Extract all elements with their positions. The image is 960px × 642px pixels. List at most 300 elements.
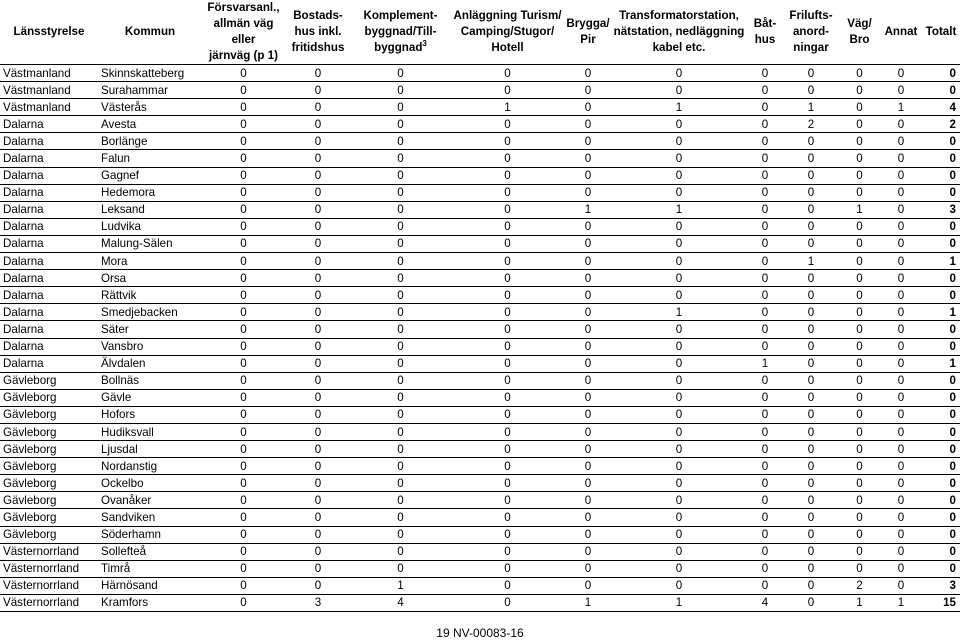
cell-forsvar: 0 [202, 150, 285, 167]
cell-forsvar: 0 [202, 201, 285, 218]
cell-frilufts: 0 [783, 389, 839, 406]
cell-transformator: 0 [611, 543, 747, 560]
cell-totalt: 0 [922, 475, 960, 492]
cell-kommun: Timrå [98, 560, 202, 577]
cell-forsvar: 0 [202, 406, 285, 423]
cell-bostad: 0 [285, 65, 351, 82]
table-row [0, 492, 960, 509]
cell-vag: 0 [839, 133, 880, 150]
cell-lan: Västernorrland [0, 543, 98, 560]
cell-vag: 1 [839, 201, 880, 218]
cell-annat: 0 [880, 475, 922, 492]
cell-komplement: 0 [351, 150, 450, 167]
cell-forsvar: 0 [202, 389, 285, 406]
cell-bathus: 0 [747, 167, 783, 184]
cell-transformator: 0 [611, 492, 747, 509]
cell-lan: Dalarna [0, 235, 98, 252]
cell-bostad: 0 [285, 355, 351, 372]
cell-lan: Dalarna [0, 167, 98, 184]
table-row [0, 150, 960, 167]
cell-bostad: 0 [285, 218, 351, 235]
cell-bostad: 0 [285, 184, 351, 201]
cell-brygga: 0 [565, 116, 611, 133]
cell-komplement: 0 [351, 492, 450, 509]
cell-kommun: Leksand [98, 201, 202, 218]
cell-annat: 0 [880, 321, 922, 338]
cell-bostad: 0 [285, 560, 351, 577]
cell-transformator: 1 [611, 594, 747, 611]
cell-forsvar: 0 [202, 577, 285, 594]
cell-bostad: 0 [285, 201, 351, 218]
cell-brygga: 0 [565, 526, 611, 543]
cell-forsvar: 0 [202, 287, 285, 304]
cell-bathus: 0 [747, 82, 783, 99]
cell-komplement: 0 [351, 355, 450, 372]
cell-bostad: 0 [285, 543, 351, 560]
cell-bostad: 0 [285, 235, 351, 252]
cell-turism: 0 [450, 543, 565, 560]
cell-frilufts: 0 [783, 509, 839, 526]
cell-frilufts: 0 [783, 304, 839, 321]
cell-brygga: 0 [565, 65, 611, 82]
cell-totalt: 0 [922, 167, 960, 184]
column-header-line: hus [754, 33, 776, 46]
cell-bathus: 0 [747, 509, 783, 526]
cell-annat: 0 [880, 560, 922, 577]
column-header-kommun [98, 0, 202, 65]
table-row [0, 253, 960, 270]
cell-bostad: 0 [285, 458, 351, 475]
cell-kommun: Ovanåker [98, 492, 202, 509]
cell-komplement: 0 [351, 304, 450, 321]
cell-frilufts: 0 [783, 201, 839, 218]
cell-komplement: 0 [351, 201, 450, 218]
cell-bathus: 4 [747, 594, 783, 611]
cell-kommun: Hudiksvall [98, 423, 202, 440]
cell-turism: 0 [450, 560, 565, 577]
cell-frilufts: 0 [783, 560, 839, 577]
column-header-line: ningar [793, 41, 829, 54]
column-header-line: Transformatorstation, [619, 9, 739, 22]
cell-annat: 0 [880, 65, 922, 82]
cell-turism: 0 [450, 133, 565, 150]
cell-vag: 0 [839, 423, 880, 440]
cell-forsvar: 0 [202, 372, 285, 389]
cell-totalt: 0 [922, 65, 960, 82]
cell-bostad: 0 [285, 441, 351, 458]
cell-bostad: 0 [285, 475, 351, 492]
cell-turism: 0 [450, 218, 565, 235]
column-header-bathus [747, 0, 783, 65]
cell-transformator: 0 [611, 526, 747, 543]
cell-frilufts: 0 [783, 355, 839, 372]
cell-turism: 0 [450, 65, 565, 82]
column-header-line: Väg/ [847, 17, 872, 30]
cell-brygga: 0 [565, 287, 611, 304]
cell-transformator: 0 [611, 287, 747, 304]
cell-turism: 0 [450, 304, 565, 321]
cell-brygga: 0 [565, 82, 611, 99]
cell-annat: 0 [880, 184, 922, 201]
cell-turism: 1 [450, 99, 565, 116]
cell-bathus: 0 [747, 338, 783, 355]
column-header-totalt [922, 0, 960, 65]
cell-totalt: 0 [922, 406, 960, 423]
cell-bathus: 0 [747, 458, 783, 475]
cell-bathus: 0 [747, 543, 783, 560]
cell-komplement: 1 [351, 577, 450, 594]
cell-forsvar: 0 [202, 526, 285, 543]
cell-transformator: 0 [611, 406, 747, 423]
table-row [0, 441, 960, 458]
cell-bathus: 0 [747, 560, 783, 577]
cell-totalt: 0 [922, 423, 960, 440]
cell-komplement: 0 [351, 133, 450, 150]
cell-bostad: 3 [285, 594, 351, 611]
cell-turism: 0 [450, 287, 565, 304]
cell-kommun: Älvdalen [98, 355, 202, 372]
cell-turism: 0 [450, 235, 565, 252]
cell-annat: 0 [880, 355, 922, 372]
cell-kommun: Härnösand [98, 577, 202, 594]
cell-frilufts: 0 [783, 406, 839, 423]
cell-brygga: 0 [565, 304, 611, 321]
cell-kommun: Malung-Sälen [98, 235, 202, 252]
table-row [0, 184, 960, 201]
cell-transformator: 0 [611, 65, 747, 82]
cell-lan: Västernorrland [0, 560, 98, 577]
cell-kommun: Hofors [98, 406, 202, 423]
cell-turism: 0 [450, 82, 565, 99]
cell-vag: 0 [839, 82, 880, 99]
cell-bathus: 0 [747, 133, 783, 150]
cell-turism: 0 [450, 577, 565, 594]
cell-bathus: 0 [747, 99, 783, 116]
cell-frilufts: 0 [783, 133, 839, 150]
cell-bostad: 0 [285, 389, 351, 406]
cell-totalt: 0 [922, 526, 960, 543]
cell-lan: Gävleborg [0, 526, 98, 543]
cell-kommun: Ockelbo [98, 475, 202, 492]
column-header-line: Försvarsanl., [207, 1, 280, 14]
column-header-line: Annat [884, 25, 918, 38]
cell-turism: 0 [450, 355, 565, 372]
cell-vag: 0 [839, 184, 880, 201]
cell-brygga: 0 [565, 355, 611, 372]
cell-annat: 0 [880, 116, 922, 133]
cell-bostad: 0 [285, 406, 351, 423]
table-row [0, 99, 960, 116]
cell-totalt: 0 [922, 235, 960, 252]
cell-turism: 0 [450, 423, 565, 440]
table-row [0, 65, 960, 82]
cell-transformator: 0 [611, 458, 747, 475]
cell-bostad: 0 [285, 526, 351, 543]
cell-turism: 0 [450, 116, 565, 133]
cell-kommun: Rättvik [98, 287, 202, 304]
table-row [0, 389, 960, 406]
cell-turism: 0 [450, 338, 565, 355]
footnote-marker: 3 [422, 39, 427, 49]
cell-turism: 0 [450, 389, 565, 406]
cell-annat: 1 [880, 594, 922, 611]
cell-komplement: 0 [351, 116, 450, 133]
cell-vag: 0 [839, 304, 880, 321]
column-header-line: byggnad/Till- [364, 25, 437, 38]
cell-bathus: 0 [747, 270, 783, 287]
cell-kommun: Gävle [98, 389, 202, 406]
cell-komplement: 0 [351, 65, 450, 82]
cell-turism: 0 [450, 201, 565, 218]
cell-kommun: Ljusdal [98, 441, 202, 458]
column-header-frilufts [783, 0, 839, 65]
cell-bathus: 0 [747, 116, 783, 133]
cell-brygga: 0 [565, 218, 611, 235]
cell-bathus: 0 [747, 492, 783, 509]
cell-kommun: Skinnskatteberg [98, 65, 202, 82]
cell-bathus: 0 [747, 423, 783, 440]
cell-komplement: 0 [351, 560, 450, 577]
cell-vag: 0 [839, 338, 880, 355]
cell-frilufts: 0 [783, 475, 839, 492]
column-header-komplement [351, 0, 450, 65]
cell-kommun: Surahammar [98, 82, 202, 99]
cell-lan: Dalarna [0, 133, 98, 150]
cell-transformator: 0 [611, 389, 747, 406]
cell-kommun: Ludvika [98, 218, 202, 235]
cell-bostad: 0 [285, 509, 351, 526]
cell-totalt: 15 [922, 594, 960, 611]
column-header-bostad [285, 0, 351, 65]
cell-forsvar: 0 [202, 99, 285, 116]
cell-totalt: 0 [922, 560, 960, 577]
table-row [0, 423, 960, 440]
cell-frilufts: 0 [783, 82, 839, 99]
cell-brygga: 0 [565, 372, 611, 389]
cell-vag: 0 [839, 253, 880, 270]
table-row [0, 235, 960, 252]
cell-totalt: 0 [922, 509, 960, 526]
cell-annat: 0 [880, 82, 922, 99]
column-header-turism [450, 0, 565, 65]
cell-lan: Dalarna [0, 355, 98, 372]
cell-lan: Västernorrland [0, 594, 98, 611]
cell-totalt: 1 [922, 304, 960, 321]
cell-frilufts: 0 [783, 270, 839, 287]
cell-bostad: 0 [285, 338, 351, 355]
cell-vag: 0 [839, 218, 880, 235]
cell-frilufts: 0 [783, 338, 839, 355]
cell-frilufts: 2 [783, 116, 839, 133]
cell-komplement: 0 [351, 526, 450, 543]
column-header-line: anord- [792, 25, 830, 38]
cell-brygga: 0 [565, 458, 611, 475]
cell-lan: Dalarna [0, 184, 98, 201]
cell-forsvar: 0 [202, 594, 285, 611]
cell-bostad: 0 [285, 270, 351, 287]
header-row [0, 0, 960, 65]
cell-transformator: 0 [611, 509, 747, 526]
cell-lan: Västernorrland [0, 577, 98, 594]
cell-brygga: 0 [565, 184, 611, 201]
cell-vag: 0 [839, 475, 880, 492]
table-row [0, 509, 960, 526]
column-header-line: byggnad [374, 41, 423, 54]
cell-transformator: 0 [611, 475, 747, 492]
cell-frilufts: 0 [783, 577, 839, 594]
cell-frilufts: 0 [783, 441, 839, 458]
column-header-forsvar [202, 0, 285, 65]
cell-forsvar: 0 [202, 133, 285, 150]
cell-frilufts: 0 [783, 184, 839, 201]
cell-kommun: Sandviken [98, 509, 202, 526]
cell-frilufts: 0 [783, 492, 839, 509]
cell-bostad: 0 [285, 133, 351, 150]
table-row [0, 304, 960, 321]
cell-lan: Västmanland [0, 65, 98, 82]
cell-turism: 0 [450, 372, 565, 389]
cell-bathus: 0 [747, 65, 783, 82]
cell-lan: Dalarna [0, 321, 98, 338]
cell-lan: Gävleborg [0, 441, 98, 458]
cell-bathus: 0 [747, 577, 783, 594]
cell-totalt: 0 [922, 287, 960, 304]
cell-lan: Dalarna [0, 150, 98, 167]
cell-totalt: 0 [922, 492, 960, 509]
column-header-line: Länsstyrelse [13, 25, 85, 38]
cell-komplement: 0 [351, 509, 450, 526]
cell-bathus: 0 [747, 526, 783, 543]
cell-bostad: 0 [285, 99, 351, 116]
column-header-line: kabel etc. [652, 41, 706, 54]
cell-transformator: 0 [611, 150, 747, 167]
column-header-line: Bro [849, 33, 870, 46]
cell-transformator: 1 [611, 99, 747, 116]
cell-turism: 0 [450, 184, 565, 201]
cell-forsvar: 0 [202, 235, 285, 252]
cell-transformator: 0 [611, 133, 747, 150]
cell-lan: Gävleborg [0, 509, 98, 526]
cell-brygga: 0 [565, 423, 611, 440]
cell-transformator: 0 [611, 218, 747, 235]
cell-komplement: 0 [351, 270, 450, 287]
cell-transformator: 0 [611, 372, 747, 389]
cell-forsvar: 0 [202, 492, 285, 509]
cell-bathus: 0 [747, 372, 783, 389]
cell-annat: 0 [880, 577, 922, 594]
cell-annat: 1 [880, 99, 922, 116]
document-id-footer: 19 NV-00083-16 [436, 626, 524, 640]
cell-annat: 0 [880, 235, 922, 252]
cell-vag: 0 [839, 235, 880, 252]
cell-frilufts: 1 [783, 99, 839, 116]
cell-frilufts: 0 [783, 218, 839, 235]
cell-annat: 0 [880, 441, 922, 458]
cell-totalt: 0 [922, 441, 960, 458]
cell-komplement: 0 [351, 321, 450, 338]
cell-forsvar: 0 [202, 475, 285, 492]
cell-transformator: 0 [611, 270, 747, 287]
cell-bathus: 0 [747, 389, 783, 406]
cell-transformator: 0 [611, 253, 747, 270]
cell-totalt: 3 [922, 577, 960, 594]
cell-frilufts: 0 [783, 372, 839, 389]
table-row [0, 560, 960, 577]
cell-totalt: 0 [922, 270, 960, 287]
cell-kommun: Gagnef [98, 167, 202, 184]
cell-forsvar: 0 [202, 560, 285, 577]
cell-vag: 0 [839, 543, 880, 560]
cell-kommun: Bollnäs [98, 372, 202, 389]
cell-annat: 0 [880, 338, 922, 355]
cell-totalt: 0 [922, 184, 960, 201]
cell-komplement: 0 [351, 389, 450, 406]
cell-frilufts: 0 [783, 321, 839, 338]
cell-vag: 0 [839, 458, 880, 475]
cell-kommun: Smedjebacken [98, 304, 202, 321]
column-header-line: Pir [580, 33, 596, 46]
cell-totalt: 2 [922, 116, 960, 133]
cell-forsvar: 0 [202, 184, 285, 201]
table-row [0, 133, 960, 150]
cell-transformator: 0 [611, 321, 747, 338]
cell-komplement: 0 [351, 82, 450, 99]
cell-annat: 0 [880, 287, 922, 304]
cell-totalt: 0 [922, 338, 960, 355]
cell-komplement: 0 [351, 338, 450, 355]
column-header-line: Totalt [925, 25, 957, 38]
cell-brygga: 0 [565, 253, 611, 270]
cell-lan: Gävleborg [0, 406, 98, 423]
cell-bathus: 0 [747, 321, 783, 338]
cell-frilufts: 0 [783, 65, 839, 82]
cell-kommun: Orsa [98, 270, 202, 287]
cell-turism: 0 [450, 167, 565, 184]
cell-lan: Dalarna [0, 218, 98, 235]
cell-transformator: 0 [611, 167, 747, 184]
cell-totalt: 0 [922, 389, 960, 406]
cell-transformator: 0 [611, 116, 747, 133]
cell-komplement: 0 [351, 99, 450, 116]
column-header-line: Komplement- [363, 9, 438, 22]
cell-frilufts: 0 [783, 423, 839, 440]
column-header-transformator [611, 0, 747, 65]
cell-frilufts: 0 [783, 150, 839, 167]
table-row [0, 526, 960, 543]
cell-komplement: 0 [351, 253, 450, 270]
table-row [0, 321, 960, 338]
cell-totalt: 0 [922, 218, 960, 235]
cell-lan: Gävleborg [0, 475, 98, 492]
cell-lan: Västmanland [0, 82, 98, 99]
column-header-line: allmän väg eller [213, 17, 274, 46]
cell-frilufts: 0 [783, 543, 839, 560]
cell-bathus: 0 [747, 184, 783, 201]
cell-lan: Gävleborg [0, 372, 98, 389]
cell-turism: 0 [450, 270, 565, 287]
table-row [0, 201, 960, 218]
cell-totalt: 0 [922, 372, 960, 389]
column-header-line: järnväg (p 1) [209, 49, 278, 62]
cell-annat: 0 [880, 218, 922, 235]
table-row [0, 372, 960, 389]
cell-komplement: 4 [351, 594, 450, 611]
cell-transformator: 0 [611, 184, 747, 201]
cell-turism: 0 [450, 441, 565, 458]
cell-kommun: Borlänge [98, 133, 202, 150]
cell-bathus: 0 [747, 475, 783, 492]
column-header-line: Brygga/ [566, 17, 610, 30]
